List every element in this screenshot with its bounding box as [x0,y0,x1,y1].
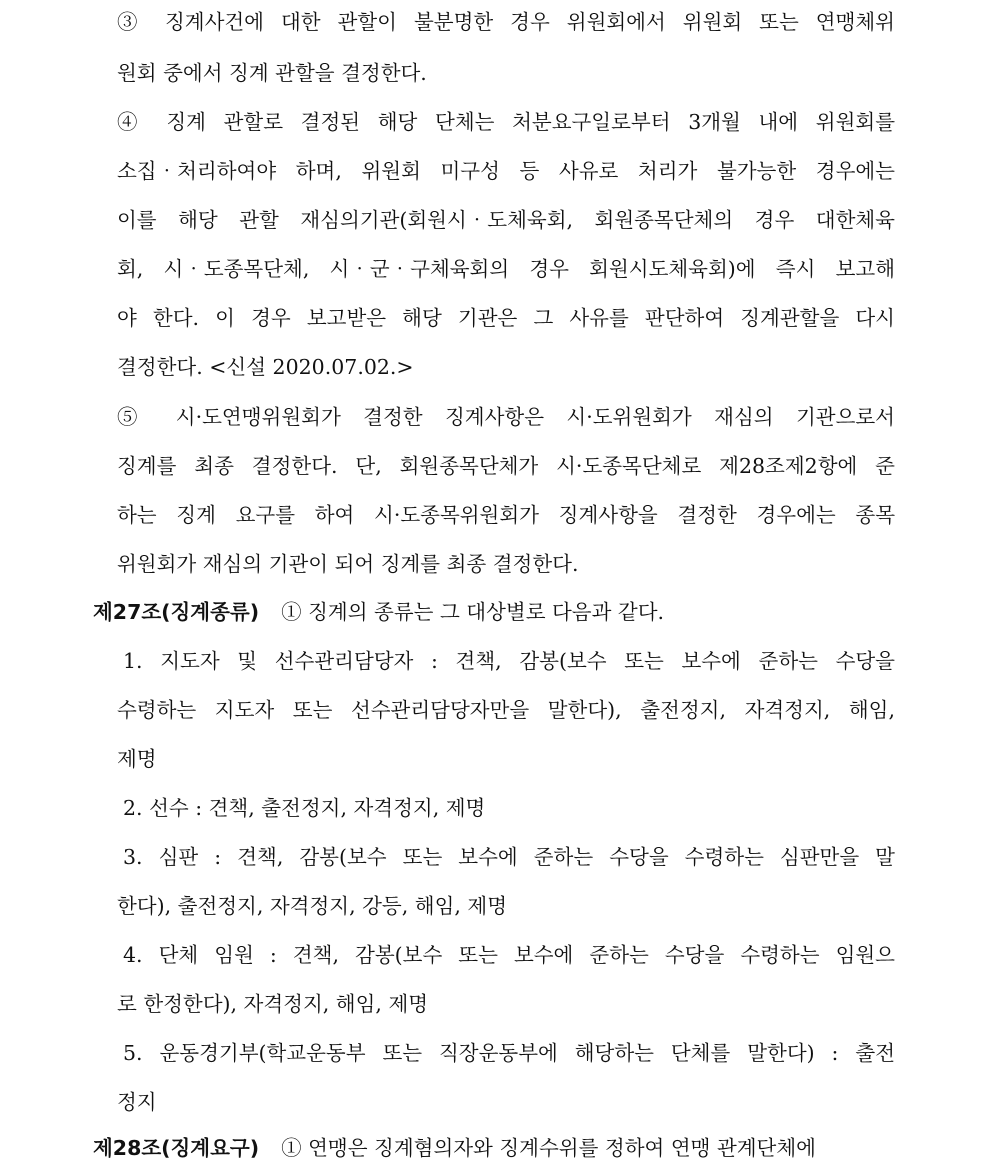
item3-line-1: 3. 심판 : 견책, 감봉(보수 또는 보수에 준하는 수당을 수령하는 심판만을 말 [123,845,895,869]
item4-line-1: 4. 단체 임원 : 견책, 감봉(보수 또는 보수에 준하는 수당을 수령하는 임원으 [123,943,895,967]
item5-line-1: 5. 운동경기부(학교운동부 또는 직장운동부에 해당하는 단체를 말한다) : 출전 [123,1041,895,1065]
article-28-title: 제28조(징계요구) [93,1136,260,1160]
para4-line-2: 소집‧처리하여야 하며, 위원회 미구성 등 사유로 처리가 불가능한 경우에는 [117,159,895,183]
item1-line-2: 수령하는 지도자 또는 선수관리담당자만을 말한다), 출전정지, 자격정지, 해임, [117,698,895,722]
para5-line-3: 하는 징계 요구를 하여 시·도종목위원회가 징계사항을 결정한 경우에는 종목 [117,503,895,527]
para4-line-3: 이를 해당 관할 재심의기관(회원시‧도체육회, 회원종목단체의 경우 대한체육 [117,208,895,232]
article-27 [93,595,895,629]
article-28 [93,1131,895,1165]
item3-line-2: 한다), 출전정지, 자격정지, 강등, 해임, 제명 [117,894,508,918]
article-27-text: ① 징계의 종류는 그 대상별로 다음과 같다. [281,600,665,624]
item1-line-1: 1. 지도자 및 선수관리담당자 : 견책, 감봉(보수 또는 보수에 준하는 수당을 [123,649,895,673]
para3-line-2: 원회 중에서 징계 관할을 결정한다. [117,61,427,85]
para4-line-1: ④ 징계 관할로 결정된 해당 단체는 처분요구일로부터 3개월 내에 위원회를 [117,110,895,134]
para4-line-6: 결정한다. <신설 2020.07.02.> [117,355,414,379]
item1-line-3: 제명 [117,747,157,771]
para4-line-5: 야 한다. 이 경우 보고받은 해당 기관은 그 사유를 판단하여 징계관할을 다시 [117,306,895,330]
article-28-text: ① 연맹은 징계혐의자와 징계수위를 정하여 연맹 관계단체에 [281,1136,816,1160]
article-27-title: 제27조(징계종류) [93,600,260,624]
para4-line-4: 회, 시‧도종목단체, 시‧군‧구체육회의 경우 회원시도체육회)에 즉시 보고해 [117,257,895,281]
item4-line-2: 로 한정한다), 자격정지, 해임, 제명 [117,992,429,1016]
item5-line-2: 정지 [117,1090,157,1114]
para5-line-2: 징계를 최종 결정한다. 단, 회원종목단체가 시·도종목단체로 제28조제2항에 준 [117,454,895,478]
item2-line-1: 2. 선수 : 견책, 출전정지, 자격정지, 제명 [123,796,486,820]
para3-line-1: ③ 징계사건에 대한 관할이 불분명한 경우 위원회에서 위원회 또는 연맹체위 [117,10,895,34]
para5-line-1: ⑤ 시·도연맹위원회가 결정한 징계사항은 시·도위원회가 재심의 기관으로서 [117,405,895,429]
para5-line-4: 위원회가 재심의 기관이 되어 징계를 최종 결정한다. [117,552,579,576]
